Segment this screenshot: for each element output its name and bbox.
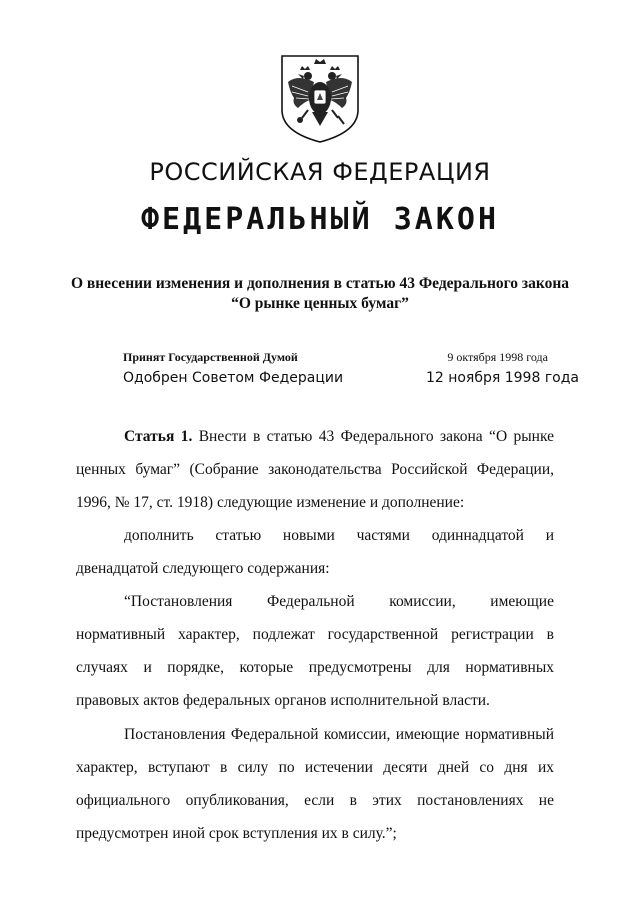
amendment-paragraph xyxy=(76,519,554,585)
quoted-paragraph-1 xyxy=(76,585,554,717)
text-line: правовых актов федеральных органов исполнительной власти. xyxy=(76,692,490,709)
law-title-line: “О рынке ценных бумаг” xyxy=(231,295,409,312)
country-heading: РОССИЙСКАЯ ФЕДЕРАЦИЯ xyxy=(149,158,491,186)
text-line: Постановления Федеральной комиссии, имеющие нормативный xyxy=(124,726,554,743)
text-line: “Постановления Федеральной комиссии, имеющие xyxy=(124,593,554,610)
law-title-line: О внесении изменения и дополнения в статью 43 Федерального закона xyxy=(70,275,570,292)
text-line xyxy=(76,420,554,453)
article-1-paragraph xyxy=(76,420,554,519)
document-type-heading: ФЕДЕРАЛЬНЫЙ ЗАКОН xyxy=(140,202,500,237)
text-line: двенадцатой следующего содержания: xyxy=(76,560,330,577)
text-line: дополнить статью новыми частями одиннадцатой и xyxy=(124,527,554,544)
text-line: предусмотрен иной срок вступления их в силу.”; xyxy=(76,825,397,842)
article-label: Статья 1. xyxy=(124,428,193,445)
approved-date: 12 ноября 1998 года xyxy=(425,370,579,386)
text-line: характер, вступают в силу по истечении десяти дней со дня их xyxy=(76,759,554,776)
quoted-paragraph-2 xyxy=(76,718,554,850)
text-line: 1996, № 17, ст. 1918) следующие изменение и дополнение: xyxy=(76,494,465,511)
coat-of-arms-icon xyxy=(278,52,362,144)
adopted-label: Принят Государственной Думой xyxy=(123,350,298,364)
adopted-date: 9 октября 1998 года xyxy=(447,350,548,364)
text-line: ценных бумаг” (Собрание законодательства Российской Федерации, xyxy=(76,461,554,478)
approved-label: Одобрен Советом Федерации xyxy=(123,370,344,386)
text-line: официального опубликования, если в этих постановлениях не xyxy=(76,792,554,809)
text-line: случаях и порядке, которые предусмотрены для нормативных xyxy=(76,659,554,676)
text-line: нормативный характер, подлежат государственной регистрации в xyxy=(76,626,554,643)
text-fragment: Внести в статью 43 Федерального закона “О рынке xyxy=(198,428,554,445)
law-title xyxy=(60,274,580,314)
